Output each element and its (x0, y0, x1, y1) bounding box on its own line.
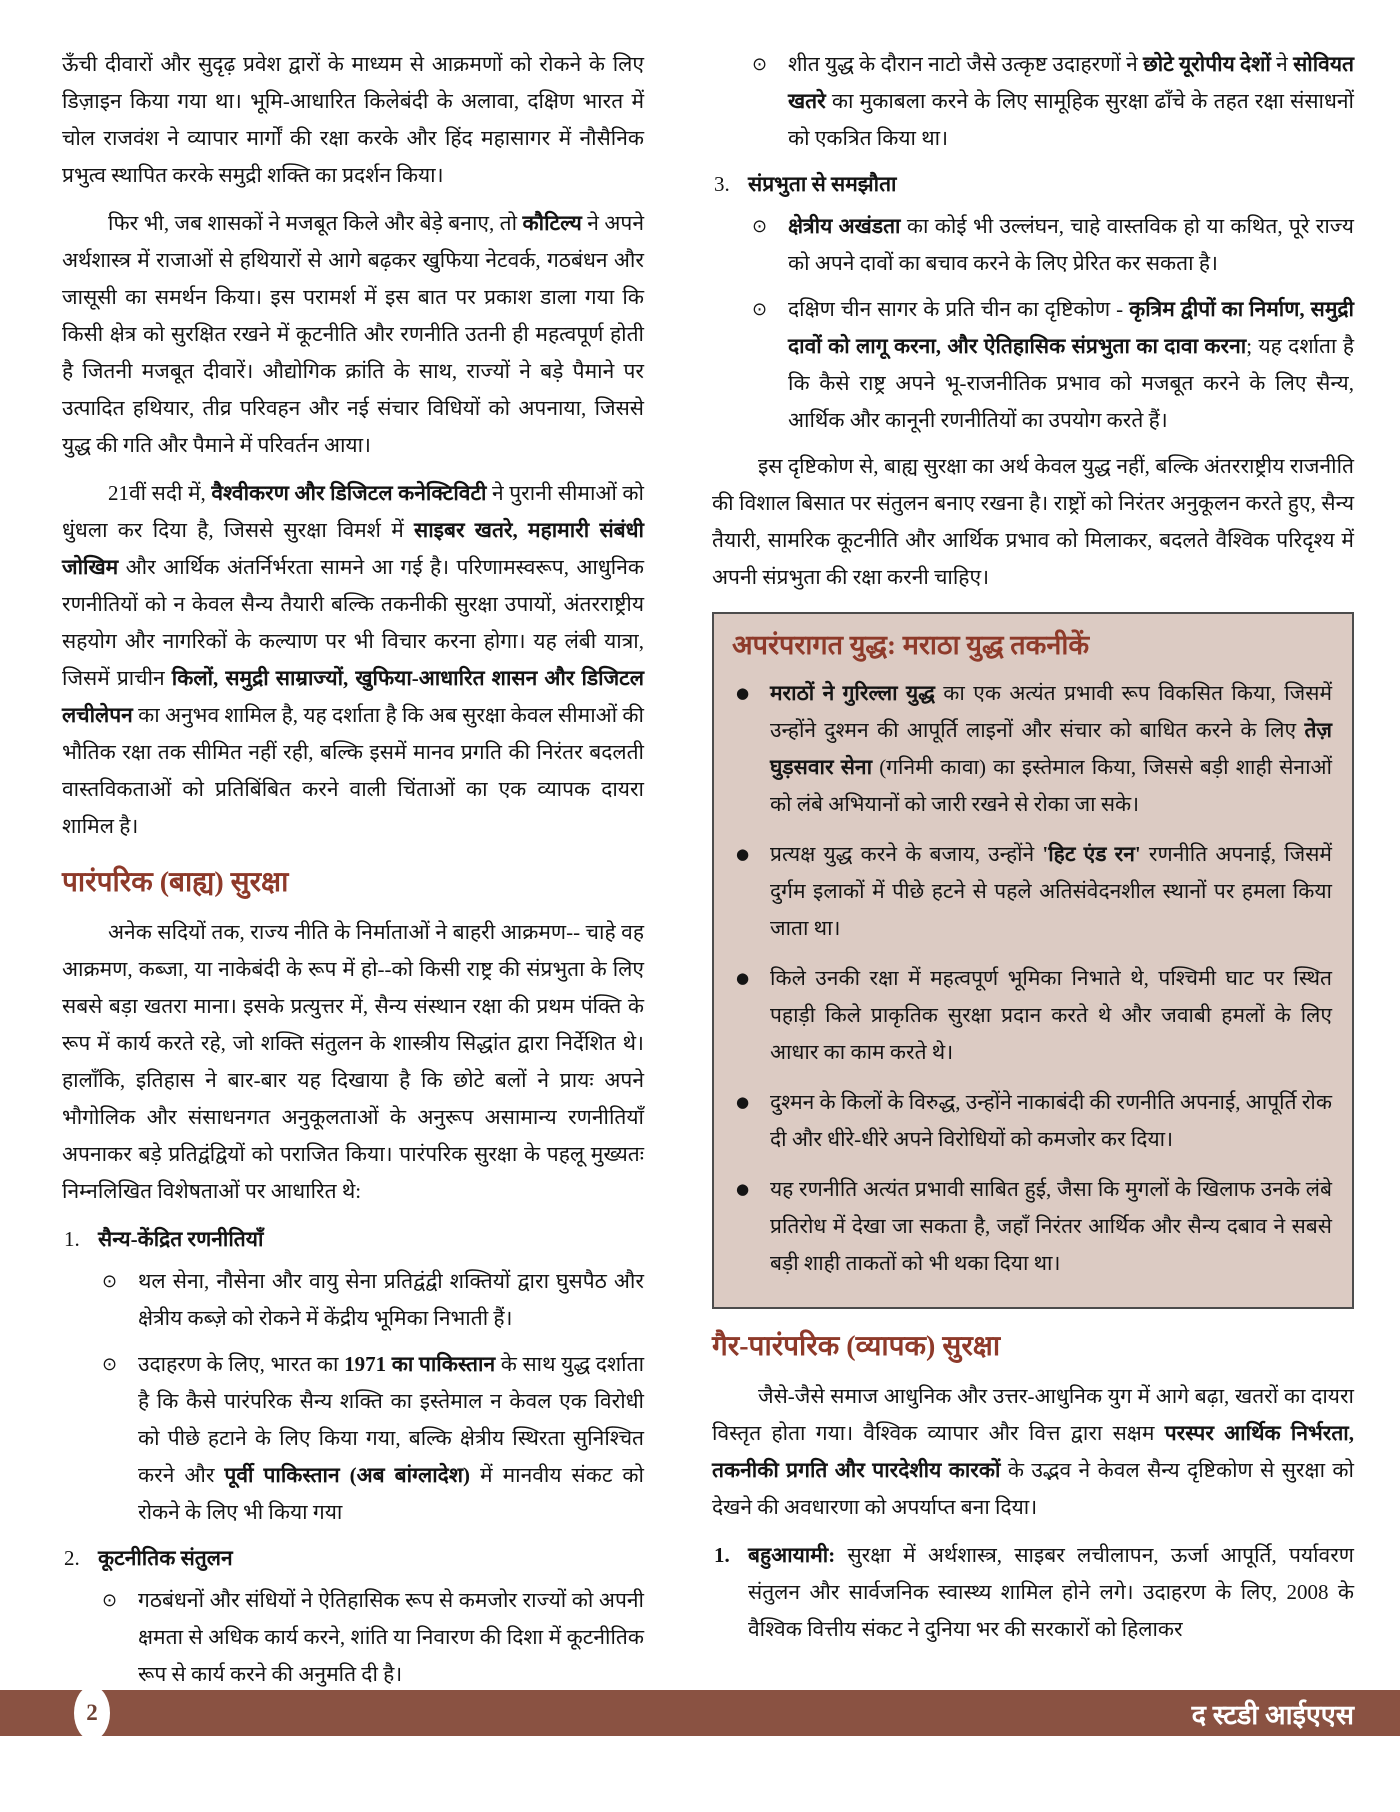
circled-dot-bullet-icon: ⊙ (752, 299, 768, 320)
bullet-text: क्षेत्रीय अखंडता का कोई भी उल्लंघन, चाहे वास्तविक हो या कथित, पूरे राज्य को अपने दावों का बचाव करने के लिए प्रेरित कर सकता है। (788, 214, 1354, 275)
list-bullet-item (712, 208, 1354, 282)
item-number: 2. (64, 1546, 80, 1570)
paragraph-kautilya: फिर भी, जब शासकों ने मजबूत किले और बेड़े बनाए, तो कौटिल्य ने अपने अर्थशास्त्र में राजाओं से हथियारों से आगे बढ़कर खुफिया नेटवर्क, गठबंधन और जासूसी का समर्थन किया। इस परामर्श में इस बात पर प्रकाश डाला गया कि किसी क्षेत्र को सुरक्षित रखने में कूटनीति और रणनीति उतनी ही महत्वपूर्ण होती है जितनी मजबूत दीवारें। औद्योगिक क्रांति के साथ, राज्यों ने बड़े पैमाने पर उत्पादित हथियार, तीव्र परिवहन और नई संचार विधियों को अपनाया, जिससे युद्ध की गति और पैमाने में परिवर्तन आया। (62, 211, 644, 457)
disc-bullet-icon: ● (736, 1093, 750, 1112)
box-bullet-item (732, 1084, 1332, 1158)
disc-bullet-icon: ● (736, 684, 750, 703)
numbered-item-diplomatic-balance (62, 1540, 644, 1577)
numbered-item-military-strategies (62, 1221, 644, 1258)
bullet-text: यह रणनीति अत्यंत प्रभावी साबित हुई, जैसा कि मुगलों के खिलाफ उनके लंबे प्रतिरोध में देखा जा सकता है, जहाँ निरंतर आर्थिक और सैन्य दबाव ने सबसे बड़ी शाही ताकतों को भी थका दिया था। (770, 1177, 1332, 1276)
section-heading-traditional-security: पारंपरिक (बाह्य) सुरक्षा (62, 867, 289, 898)
bullet-text: किले उनकी रक्षा में महत्वपूर्ण भूमिका निभाते थे, पश्चिमी घाट पर स्थित पहाड़ी किले प्राकृतिक सुरक्षा प्रदान करते थे और जवाबी हमलों के लिए आधार का काम करते थे। (770, 966, 1332, 1065)
bullet-text: शीत युद्ध के दौरान नाटो जैसे उत्कृष्ट उदाहरणों ने छोटे यूरोपीय देशों ने सोवियत खतरे का मुकाबला करने के लिए सामूहिक सुरक्षा ढाँचे के तहत रक्षा संसाधनों को एकत्रित किया था। (788, 52, 1354, 150)
item-number: 1. (64, 1227, 80, 1251)
box-bullet-item (732, 960, 1332, 1071)
item-number: 3. (714, 172, 730, 196)
section-heading-non-traditional-security: गैर-पारंपरिक (व्यापक) सुरक्षा (712, 1331, 1001, 1363)
paragraph-fortification: ऊँची दीवारों और सुदृढ़ प्रवेश द्वारों के माध्यम से आक्रमणों को रोकने के लिए डिज़ाइन किया गया था। भूमि-आधारित किलेबंदी के अलावा, दक्षिण भारत में चोल राजवंश ने व्यापार मार्गों की रक्षा करके और हिंद महासागर में नौसैनिक प्रभुत्व स्थापित करके समुद्री शक्ति का प्रदर्शन किया। (62, 52, 644, 187)
circled-dot-bullet-icon: ⊙ (752, 216, 768, 237)
page-number: 2 (86, 1700, 98, 1725)
info-box-maratha-warfare (712, 612, 1354, 1309)
circled-dot-bullet-icon: ⊙ (102, 1354, 118, 1375)
circled-dot-bullet-icon: ⊙ (102, 1590, 118, 1611)
list-bullet-item (62, 1346, 644, 1531)
circled-dot-bullet-icon: ⊙ (752, 54, 768, 75)
bullet-text: उदाहरण के लिए, भारत का 1971 का पाकिस्तान के साथ युद्ध दर्शाता है कि कैसे पारंपरिक सैन्य शक्ति का इस्तेमाल न केवल एक विरोधी को पीछे हटाने के लिए किया गया, बल्कि क्षेत्रीय स्थिरता सुनिश्चित करने और पूर्वी पाकिस्तान (अब बांग्लादेश) में मानवीय संकट को रोकने के लिए भी किया गया (138, 1352, 645, 1524)
list-bullet-item (712, 46, 1354, 157)
box-bullet-item (732, 675, 1332, 823)
paragraph-non-traditional-intro: जैसे-जैसे समाज आधुनिक और उत्तर-आधुनिक युग में आगे बढ़ा, खतरों का दायरा विस्तृत होता गया। वैश्विक व्यापार और वित्त द्वारा सक्षम परस्पर आर्थिक निर्भरता, तकनीकी प्रगति और पारदेशीय कारकों के उद्भव ने केवल सैन्य दृष्टिकोण से सुरक्षा को देखने की अवधारणा को अपर्याप्त बना दिया। (712, 1384, 1354, 1520)
numbered-item-multidimensional (712, 1537, 1354, 1648)
paragraph-traditional-intro: अनेक सदियों तक, राज्य नीति के निर्माताओं ने बाहरी आक्रमण-- चाहे वह आक्रमण, कब्जा, या नाकेबंदी के रूप में हो--को किसी राष्ट्र की संप्रभुता के लिए सबसे बड़ा खतरा माना। इसके प्रत्युत्तर में, सैन्य संस्थान रक्षा की प्रथम पंक्ति के रूप में कार्य करते रहे, जो शक्ति संतुलन के शास्त्रीय सिद्धांत द्वारा निर्देशित थे। हालाँकि, इतिहास ने बार-बार यह दिखाया है कि छोटे बलों ने प्रायः अपने भौगोलिक और संसाधनगत अनुकूलताओं के अनुरूप असामान्य रणनीतियाँ अपनाकर बड़े प्रतिद्वंद्वियों को पराजित किया। पारंपरिक सुरक्षा के पहलू मुख्यतः निम्नलिखित विशेषताओं पर आधारित थे: (62, 920, 644, 1203)
disc-bullet-icon: ● (736, 1180, 750, 1199)
list-bullet-item (62, 1582, 644, 1693)
item-title: कूटनीतिक संतुलन (98, 1546, 233, 1570)
list-bullet-item (712, 291, 1354, 439)
disc-bullet-icon: ● (736, 969, 750, 988)
box-bullet-item (732, 1171, 1332, 1282)
item-number: 1. (714, 1543, 730, 1568)
bullet-text: प्रत्यक्ष युद्ध करने के बजाय, उन्होंने 'हिट एंड रन' रणनीति अपनाई, जिसमें दुर्गम इलाकों में पीछे हटने से पहले अतिसंवेदनशील स्थानों पर हमला किया जाता था। (770, 842, 1332, 941)
two-column-layout (62, 46, 1354, 1702)
paragraph-21st-century: 21वीं सदी में, वैश्वीकरण और डिजिटल कनेक्टिविटी ने पुरानी सीमाओं को धुंधला कर दिया है, जिससे सुरक्षा विमर्श में साइबर खतरे, महामारी संबंधी जोखिम और आर्थिक अंतर्निर्भरता सामने आ गई है। परिणामस्वरूप, आधुनिक रणनीतियों को न केवल सैन्य तैयारी बल्कि तकनीकी सुरक्षा उपायों, अंतरराष्ट्रीय सहयोग और नागरिकों के कल्याण पर भी विचार करना होगा। यह लंबी यात्रा, जिसमें प्राचीन किलों, समुद्री साम्राज्यों, खुफिया-आधारित शासन और डिजिटल लचीलेपन का अनुभव शामिल है, यह दर्शाता है कि अब सुरक्षा केवल सीमाओं की भौतिक रक्षा तक सीमित नहीं रही, बल्कि इसमें मानव प्रगति की निरंतर बदलती वास्तविकताओं को प्रतिबिंबित करने वाली चिंताओं का एक व्यापक दायरा शामिल है। (62, 481, 645, 838)
numbered-item-sovereignty-compromise (712, 166, 1354, 203)
page-number-badge (74, 1686, 110, 1740)
info-box-title: अपरंपरागत युद्ध: मराठा युद्ध तकनीकें (732, 630, 1090, 660)
bullet-text: दुश्मन के किलों के विरुद्ध, उन्होंने नाकाबंदी की रणनीति अपनाई, आपूर्ति रोक दी और धीरे-धीरे अपने विरोधियों को कमजोर कर दिया। (770, 1090, 1332, 1152)
bullet-text: मराठों ने गुरिल्ला युद्ध का एक अत्यंत प्रभावी रूप विकसित किया, जिसमें उन्होंने दुश्मन की आपूर्ति लाइनों और संचार को बाधित करने के लिए तेज़ घुड़सवार सेना (गनिमी कावा) का इस्तेमाल किया, जिससे बड़ी शाही सेनाओं को लंबे अभियानों को जारी रखने से रोका जा सके। (770, 681, 1332, 817)
bullet-text: गठबंधनों और संधियों ने ऐतिहासिक रूप से कमजोर राज्यों को अपनी क्षमता से अधिक कार्य करने, शांति या निवारण की दिशा में कूटनीतिक रूप से कार्य करने की अनुमति दी है। (138, 1588, 644, 1686)
paragraph-external-security-view: इस दृष्टिकोण से, बाह्य सुरक्षा का अर्थ केवल युद्ध नहीं, बल्कि अंतरराष्ट्रीय राजनीति की विशाल बिसात पर संतुलन बनाए रखना है। राष्ट्रों को निरंतर अनुकूलन करते हुए, सैन्य तैयारी, सामरिक कूटनीति और आर्थिक प्रभाव को मिलाकर, बदलते वैश्विक परिदृश्य में अपनी संप्रभुता की रक्षा करनी चाहिए। (712, 454, 1354, 589)
item-title: संप्रभुता से समझौता (748, 172, 897, 196)
bullet-text: दक्षिण चीन सागर के प्रति चीन का दृष्टिकोण - कृत्रिम द्वीपों का निर्माण, समुद्री दावों को लागू करना, और ऐतिहासिक संप्रभुता का दावा करना; यह दर्शाता है कि कैसे राष्ट्र अपने भू-राजनीतिक प्रभाव को मजबूत करने के लिए सैन्य, आर्थिक और कानूनी रणनीतियों का उपयोग करते हैं। (788, 297, 1354, 432)
disc-bullet-icon: ● (736, 845, 750, 864)
list-bullet-item (62, 1263, 644, 1337)
circled-dot-bullet-icon: ⊙ (102, 1271, 118, 1292)
left-column (62, 46, 644, 1702)
item-title: सैन्य-केंद्रित रणनीतियाँ (98, 1227, 264, 1251)
footer-brand: द स्टडी आईएएस (1191, 1699, 1354, 1730)
box-bullet-item (732, 836, 1332, 947)
item-text: बहुआयामी: सुरक्षा में अर्थशास्त्र, साइबर लचीलापन, ऊर्जा आपूर्ति, पर्यावरण संतुलन और सार्वजनिक स्वास्थ्य शामिल होने लगे। उदाहरण के लिए, 2008 के वैश्विक वित्तीय संकट ने दुनिया भर की सरकारों को हिलाकर (748, 1543, 1354, 1642)
right-column (712, 46, 1354, 1702)
footer-bar (0, 1690, 1400, 1736)
bullet-text: थल सेना, नौसेना और वायु सेना प्रतिद्वंद्वी शक्तियों द्वारा घुसपैठ और क्षेत्रीय कब्ज़े को रोकने में केंद्रीय भूमिका निभाती हैं। (138, 1269, 644, 1330)
